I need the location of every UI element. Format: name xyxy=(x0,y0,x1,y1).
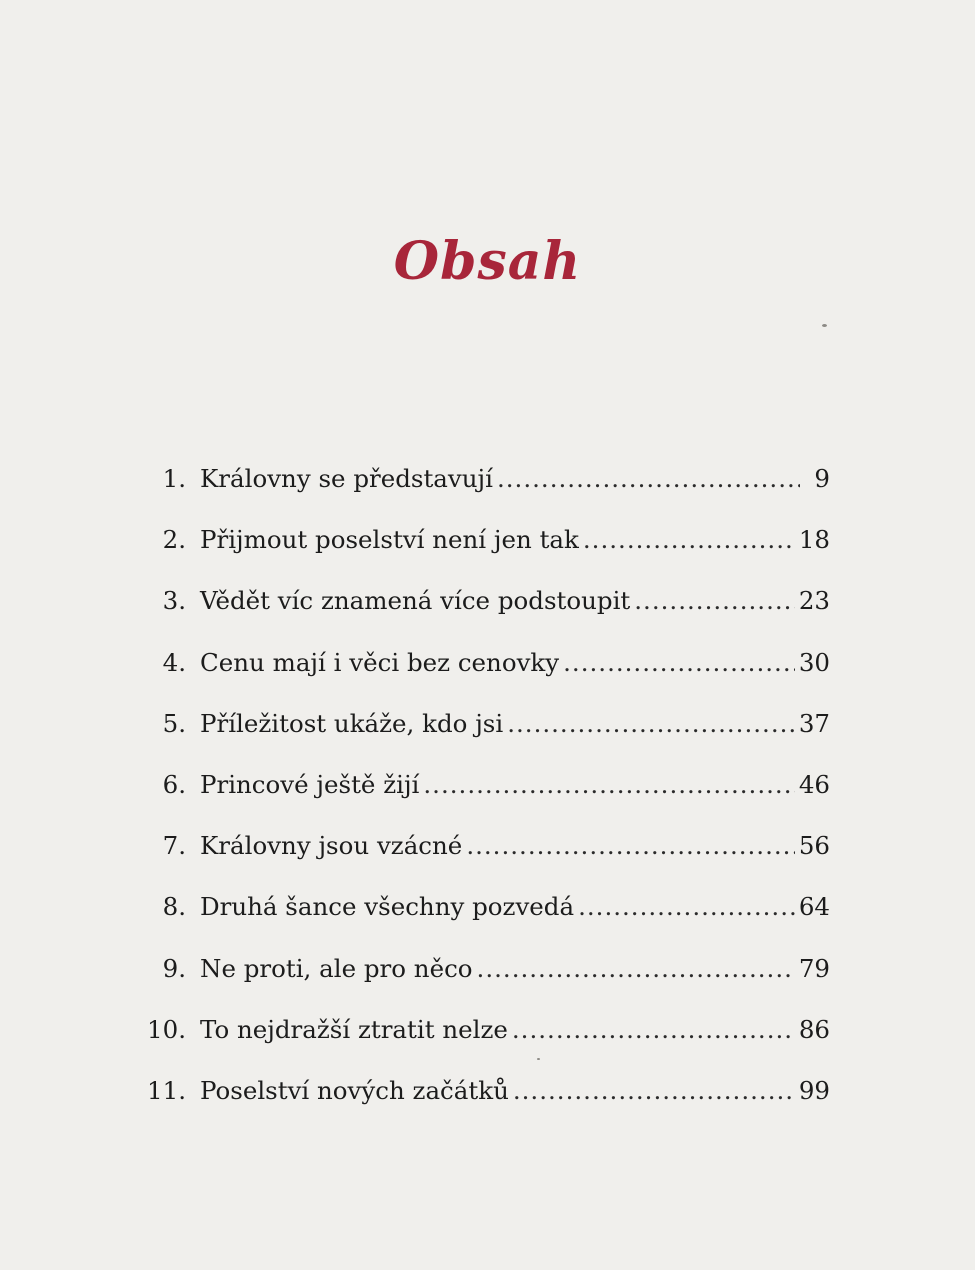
toc-entry xyxy=(140,632,830,693)
toc-entry-page: 64 xyxy=(798,892,830,922)
toc-dot-leader xyxy=(563,632,795,693)
toc-dot-leader xyxy=(466,815,795,876)
toc-entry-title: Královny se představují xyxy=(200,464,493,493)
toc-entry-page: 30 xyxy=(798,647,830,677)
toc-entry-number: 6. xyxy=(162,769,186,799)
toc-dot-leader xyxy=(513,1060,795,1121)
toc-entry-number: 3. xyxy=(162,586,186,616)
toc-dot-leader xyxy=(634,570,795,631)
toc-entry xyxy=(140,448,830,509)
toc-entry-number: 11. xyxy=(147,1075,186,1105)
toc-entry-number: 1. xyxy=(162,464,186,493)
toc-entry-page: 56 xyxy=(798,831,830,861)
toc-entry xyxy=(140,938,830,999)
toc-entry-page: 79 xyxy=(798,953,830,983)
toc-entry-title: Příležitost ukáže, kdo jsi xyxy=(200,708,504,738)
toc-entry-page: 46 xyxy=(798,769,830,799)
toc-entry-number: 10. xyxy=(147,1014,186,1044)
toc-entry-title: Druhá šance všechny pozvedá xyxy=(200,892,575,922)
toc-dot-leader xyxy=(477,938,795,999)
toc-dot-leader xyxy=(507,693,795,754)
toc-entry-number: 5. xyxy=(162,708,186,738)
toc-entry xyxy=(140,570,830,631)
toc-entry-number: 9. xyxy=(162,953,186,983)
toc-dot-leader xyxy=(512,999,795,1060)
toc-entry-page: 99 xyxy=(798,1075,830,1105)
toc-entry-title: To nejdražší ztratit nelze xyxy=(200,1014,508,1044)
page-title: Obsah xyxy=(393,231,582,292)
toc-entry-number: 8. xyxy=(162,892,186,922)
toc-entry-number: 7. xyxy=(162,831,186,861)
toc-entry xyxy=(140,509,830,570)
toc-dot-leader xyxy=(578,876,795,937)
toc-entry-title: Ne proti, ale pro něco xyxy=(200,953,473,983)
toc-entry-page: 9 xyxy=(814,464,830,493)
toc-entry xyxy=(140,693,830,754)
toc-dot-leader xyxy=(497,448,800,509)
toc-entry xyxy=(140,1060,830,1121)
table-of-contents xyxy=(140,448,830,1121)
toc-entry xyxy=(140,999,830,1060)
toc-entry-page: 18 xyxy=(798,525,830,555)
toc-dot-leader xyxy=(583,509,795,570)
paper-speck xyxy=(537,1058,540,1060)
toc-entry xyxy=(140,876,830,937)
toc-entry-title: Princové ještě žijí xyxy=(200,769,420,799)
toc-entry-title: Vědět víc znamená více podstoupit xyxy=(200,586,631,616)
toc-dot-leader xyxy=(423,754,794,815)
paper-speck xyxy=(822,324,827,327)
toc-entry xyxy=(140,754,830,815)
toc-entry-title: Cenu mají i věci bez cenovky xyxy=(200,647,560,677)
toc-entry xyxy=(140,815,830,876)
toc-entry-page: 23 xyxy=(798,586,830,616)
toc-entry-page: 86 xyxy=(798,1014,830,1044)
toc-entry-number: 4. xyxy=(162,647,186,677)
toc-entry-title: Přijmout poselství není jen tak xyxy=(200,525,579,555)
toc-entry-title: Královny jsou vzácné xyxy=(200,831,463,861)
toc-entry-number: 2. xyxy=(162,525,186,555)
toc-entry-page: 37 xyxy=(798,708,830,738)
toc-entry-title: Poselství nových začátků xyxy=(200,1075,509,1105)
